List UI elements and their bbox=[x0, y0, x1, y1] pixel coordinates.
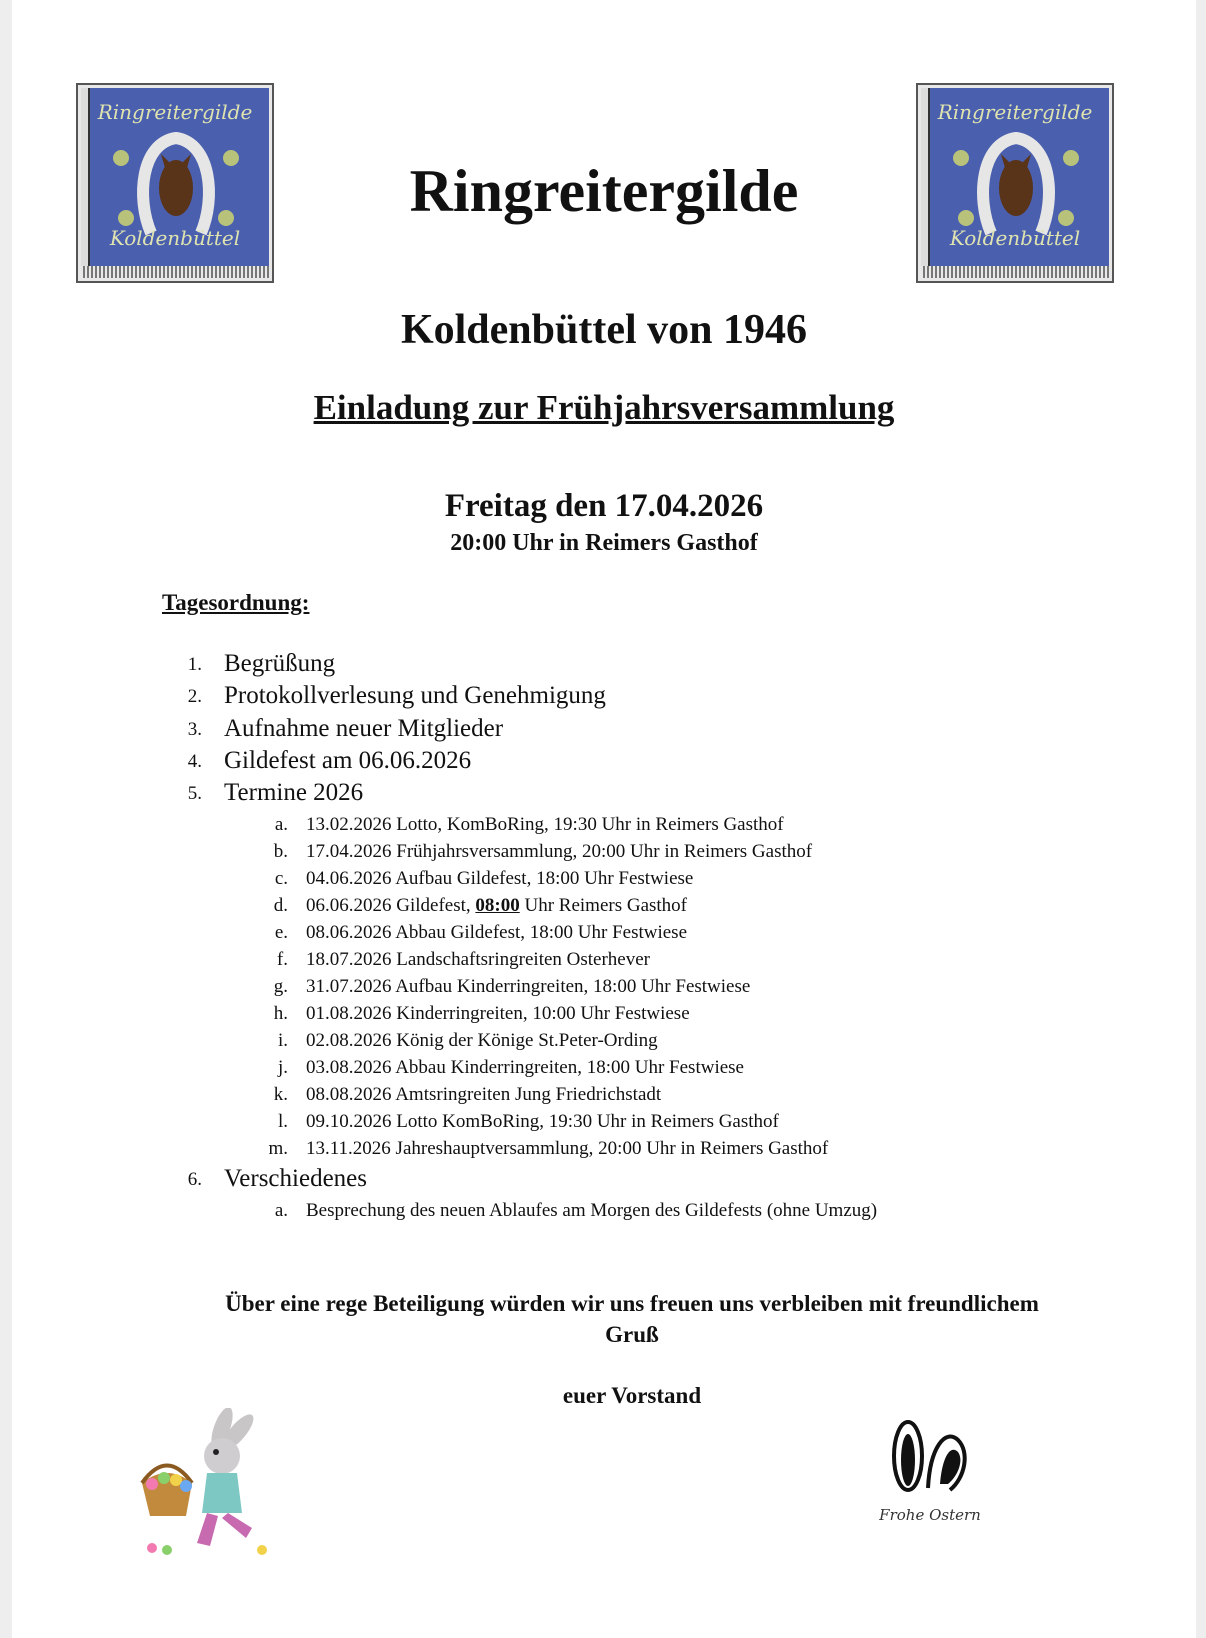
easter-bunny-icon bbox=[122, 1408, 282, 1558]
document-page: Ringreitergilde Koldenbüttel Ringreitergilde Koldenbüttel Ringreitergilde Koldenbüttel von 1946 Einladung zur Frühjahrsversammlung Freitag den 17.04.2026 20:00 Uhr in Reimers Gasthof Tagesordnung: 1. Begrüßung 2. Protokollverlesung und Genehmigung 3. Aufnahme neuer Mitglieder 4. Gildefest am 06.06.2026 5. Termine 2026 a. 13.02.2026 Lotto, KomBoRing, 19:30 Uhr in Reimers Gasthof b. 17.04.2026 Frühjahrsversammlung, 20:00 Uhr in Reimers Gasthof c. 04.06.2026 Aufbau Gildefest, 18:00 Uhr Festwiese d. 06.06.2026 Gildefest, 08:00 Uhr Reimers Gasthof e. 08.06.2026 Abbau Gildefest, 18:00 Uhr Festwiese f. 18.07.2026 Landschaftsringreiten Osterhever g. 31.07.2026 Aufbau Kinderringreiten, 18:00 Uhr Festwiese h. 01.08.2026 Kinderringreiten, 10:00 Uhr Festwiese i. 02.08.2026 König der Könige St.Peter-Ording j. 03.08.2026 Abbau Kinderringreiten, 18:00 Uhr Festwiese k. 08.08.2026 Amtsringreiten Jung Friedrichstadt l. 09.10.2026 Lotto KomBoRing, 19:30 Uhr in Reimers Gasthof m. 13.11.2026 Jahreshauptversammlung, 20:00 Uhr in Reimers Gasthof 6. Verschiedenes a. Besprechung des neuen Ablaufes am Morgen des Gildefests (ohne Umzug) Über eine rege Beteiligung würden wir uns freuen uns verbleiben mit freundlichem Gruß euer Vorstand Frohe Ostern bbox=[12, 0, 1196, 1638]
easter-greeting: Frohe Ostern bbox=[879, 1506, 981, 1524]
closing-text: Über eine rege Beteiligung würden wir uns freuen uns verbleiben mit freundlichem Gruß bbox=[225, 1291, 1039, 1347]
banner-bottom-text: Koldenbüttel bbox=[949, 226, 1081, 250]
meeting-time-place: 20:00 Uhr in Reimers Gasthof bbox=[450, 530, 758, 556]
agenda-heading: Tagesordnung: bbox=[162, 590, 310, 615]
invitation-heading: Einladung zur Frühjahrsversammlung bbox=[313, 388, 895, 427]
banner-bottom-text: Koldenbüttel bbox=[109, 226, 241, 250]
bold-time: 08:00 bbox=[475, 895, 520, 916]
banner-top-text: Ringreitergilde bbox=[937, 100, 1093, 124]
signature: euer Vorstand bbox=[562, 1383, 702, 1408]
page-title: Ringreitergilde bbox=[409, 158, 799, 224]
banner-top-text: Ringreitergilde bbox=[97, 100, 253, 124]
bunny-ears-icon bbox=[870, 1418, 990, 1528]
subtitle: Koldenbüttel von 1946 bbox=[400, 307, 808, 353]
meeting-date: Freitag den 17.04.2026 bbox=[444, 488, 764, 524]
